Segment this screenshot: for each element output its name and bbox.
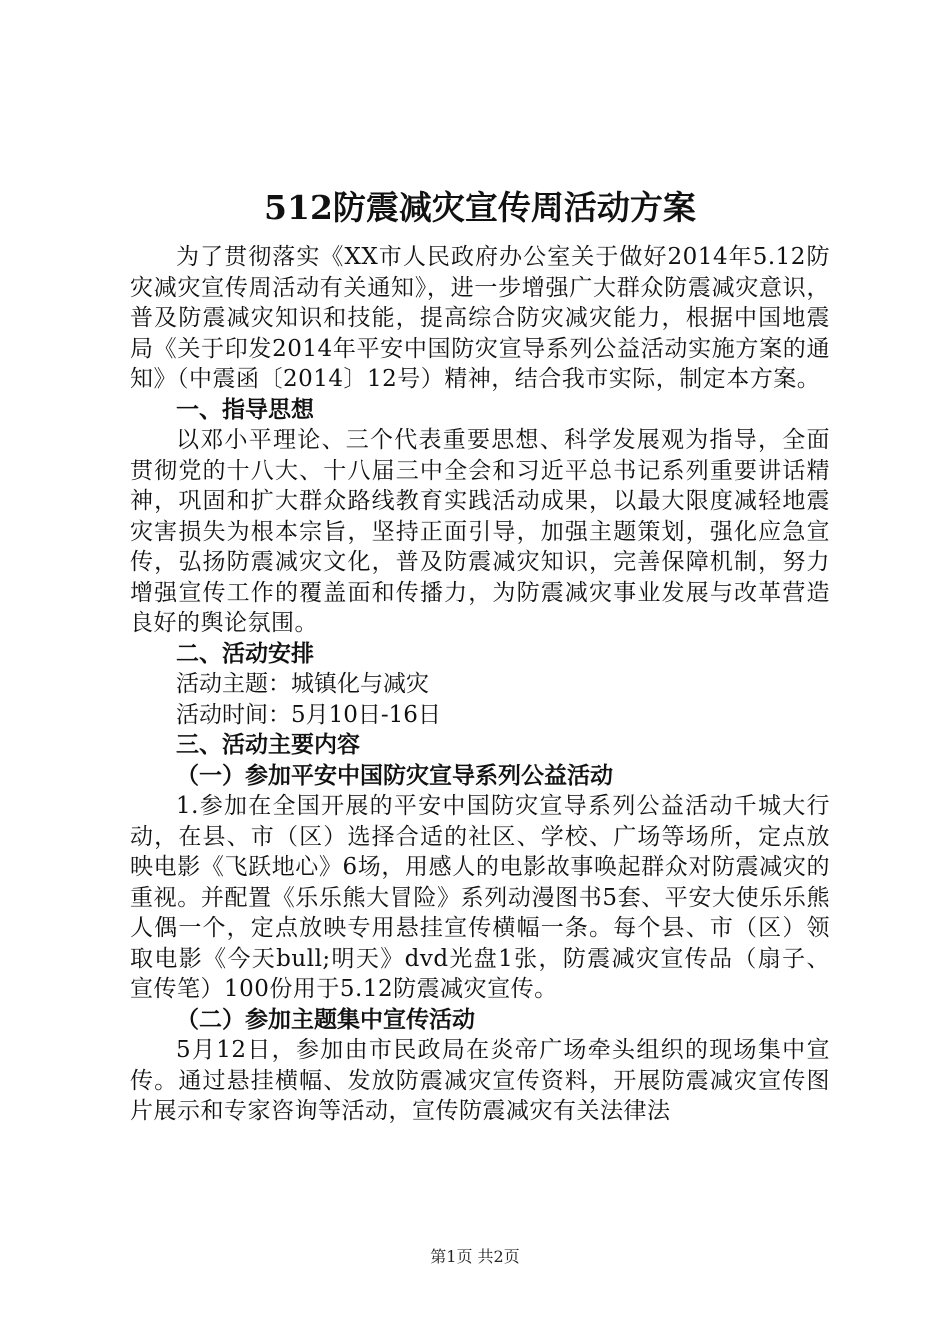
document-body bbox=[130, 180, 830, 1127]
activity-time-line: 活动时间：5月10日-16日 bbox=[176, 701, 441, 728]
section-heading-guiding-ideology: 一、指导思想 bbox=[176, 396, 314, 423]
page-footer: 第1页 共2页 bbox=[430, 1247, 520, 1266]
subsection-heading-1: （一）参加平安中国防灾宣导系列公益活动 bbox=[176, 762, 613, 789]
intro-paragraph: 为了贯彻落实《XX市人民政府办公室关于做好2014年5.12防灾减灾宣传周活动有关通知》，进一步增强广大群众防震减灾意识，普及防震减灾知识和技能，提高综合防灾减灾能力，根据中国地震局《关于印发2014年平安中国防灾宣导系列公益活动实施方案的通知》（中震函〔2014〕12号）精神，结合我市实际，制定本方案。 bbox=[130, 244, 830, 392]
document-title: 512防震减灾宣传周活动方案 bbox=[264, 188, 696, 227]
activity-theme-line: 活动主题：城镇化与减灾 bbox=[176, 671, 429, 697]
subsection-1-paragraph: 1.参加在全国开展的平安中国防灾宣导系列公益活动千城大行动，在县、市（区）选择合适的社区、学校、广场等场所，定点放映电影《飞跃地心》6场，用感人的电影故事唤起群众对防震减灾的重视。并配置《乐乐熊大冒险》系列动漫图书5套、平安大使乐乐熊人偶一个，定点放映专用悬挂宣传横幅一条。每个县、市（区）领取电影《今天bull;明天》dvd光盘1张，防震减灾宣传品（扇子、宣传笔）100份用于5.12防震减灾宣传。 bbox=[130, 793, 830, 1002]
subsection-heading-2: （二）参加主题集中宣传活动 bbox=[176, 1006, 475, 1033]
section-heading-main-content: 三、活动主要内容 bbox=[176, 732, 360, 758]
section-heading-activity-arrangement: 二、活动安排 bbox=[176, 640, 314, 667]
subsection-2-paragraph: 5月12日，参加由市民政局在炎帝广场牵头组织的现场集中宣传。通过悬挂横幅、发放防震减灾宣传资料，开展防震减灾宣传图片展示和专家咨询等活动，宣传防震减灾有关法律法 bbox=[130, 1037, 830, 1124]
guiding-ideology-paragraph: 以邓小平理论、三个代表重要思想、科学发展观为指导，全面贯彻党的十八大、十八届三中全会和习近平总书记系列重要讲话精神，巩固和扩大群众路线教育实践活动成果，以最大限度减轻地震灾害损失为根本宗旨，坚持正面引导，加强主题策划，强化应急宣传，弘扬防震减灾文化，普及防震减灾知识，完善保障机制，努力增强宣传工作的覆盖面和传播力，为防震减灾事业发展与改革营造良好的舆论氛围。 bbox=[130, 427, 830, 636]
